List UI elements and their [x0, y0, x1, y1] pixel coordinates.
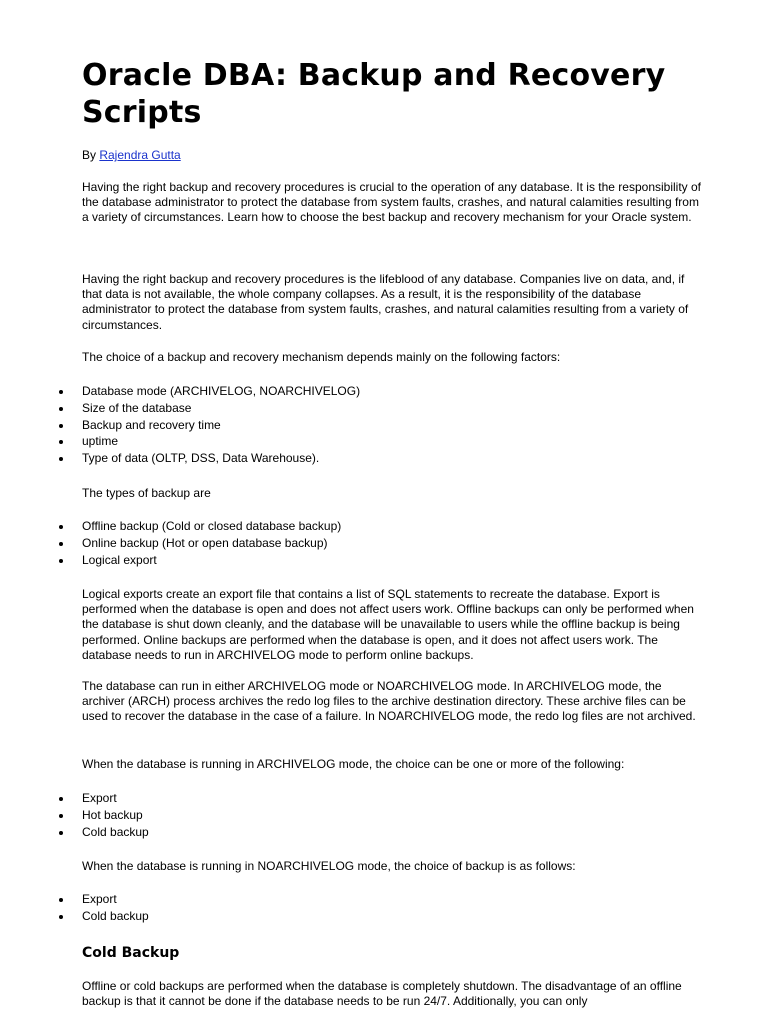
- body-paragraph-1: Having the right backup and recovery procedures is the lifeblood of any database. Companies live on data, and, if that data is not available, the whole company collapses. As a result, it is the responsibility of the database administrator to protect the database from system faults, crashes, and natural calamities resulting from a variety of circumstances.: [82, 272, 689, 332]
- archivelog-choices-list: [0, 790, 700, 840]
- factors-intro-paragraph: The choice of a backup and recovery mechanism depends mainly on the following factors:: [82, 350, 561, 364]
- list-item: Size of the database: [0, 400, 700, 417]
- logical-exports-paragraph: Logical exports create an export file that contains a list of SQL statements to recreate the database. Export is performed when the database is open and does not affect users work. Offline backups can only be performed when the database is shut down cleanly, and the database will be unavailable to users while the offline backup is being performed. Online backups are performed when the database is open, and it does not affect users work. The database needs to run in ARCHIVELOG mode to perform online backups.: [82, 587, 694, 662]
- factors-list: [0, 383, 700, 467]
- noarchivelog-choices-intro: When the database is running in NOARCHIVELOG mode, the choice of backup is as follows:: [82, 859, 576, 873]
- list-item: Database mode (ARCHIVELOG, NOARCHIVELOG): [0, 383, 700, 400]
- cold-backup-paragraph: Offline or cold backups are performed when the database is completely shutdown. The disadvantage of an offline backup is that it cannot be done if the database needs to be run 24/7. Additionally, you can only: [82, 979, 682, 1009]
- backup-types-list: [0, 518, 700, 568]
- cold-backup-heading: Cold Backup: [82, 945, 180, 961]
- list-item: Online backup (Hot or open database backup): [0, 535, 700, 552]
- list-item: Offline backup (Cold or closed database backup): [0, 518, 700, 535]
- byline: [82, 148, 702, 163]
- archivelog-mode-paragraph: The database can run in either ARCHIVELOG mode or NOARCHIVELOG mode. In ARCHIVELOG mode, the archiver (ARCH) process archives the redo log files to the archive destination directory. These archive files can be used to recover the database in the case of a failure. In NOARCHIVELOG mode, the redo log files are not archived.: [82, 679, 696, 724]
- list-item: Hot backup: [0, 807, 700, 824]
- archivelog-choices-intro: When the database is running in ARCHIVELOG mode, the choice can be one or more of the following:: [82, 757, 625, 771]
- list-item: Logical export: [0, 552, 700, 569]
- intro-paragraph: Having the right backup and recovery procedures is crucial to the operation of any database. It is the responsibility of the database administrator to protect the database from system faults, crashes, and natural calamities resulting from a variety of circumstances. Learn how to choose the best backup and recovery mechanism for your Oracle system.: [82, 180, 702, 225]
- backup-types-intro: The types of backup are: [82, 486, 211, 500]
- list-item: Backup and recovery time: [0, 417, 700, 434]
- list-item: uptime: [0, 433, 700, 450]
- page-title: Oracle DBA: Backup and Recovery Scripts: [82, 58, 666, 130]
- list-item: Type of data (OLTP, DSS, Data Warehouse).: [0, 450, 700, 467]
- byline-prefix: By: [82, 148, 100, 162]
- noarchivelog-choices-list: [0, 891, 700, 925]
- author-link[interactable]: Rajendra Gutta: [99, 148, 181, 162]
- list-item: Export: [0, 891, 700, 908]
- list-item: Export: [0, 790, 700, 807]
- list-item: Cold backup: [0, 824, 700, 841]
- list-item: Cold backup: [0, 908, 700, 925]
